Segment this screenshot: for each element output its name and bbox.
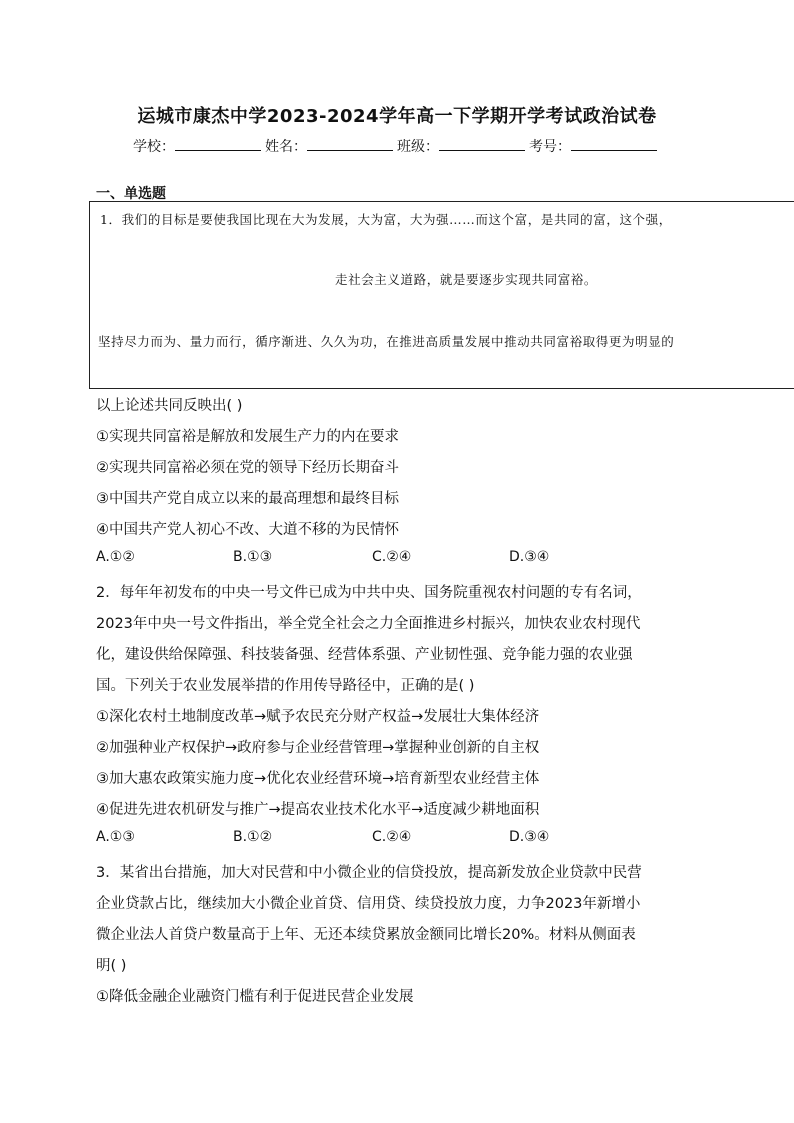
name-blank [307,136,393,151]
q2-item: ①深化农村土地制度改革→赋予农民充分财产权益→发展壮大集体经济 [96,709,540,725]
school-label: 学校： [133,139,175,155]
q3-item: ①降低金融企业融资门槛有利于促进民营企业发展 [96,989,414,1005]
q3-stem-line: 明( ) [96,958,127,974]
id-label: 考号： [529,139,571,155]
option-c[interactable]: C.②④ [372,829,412,845]
q2-stem-line: 化，建设供给保障强、科技装备强、经营体系强、产业韧性强、竞争能力强的农业强 [96,647,633,663]
q1-quote-box [89,201,794,389]
q1-quote-line: 1．我们的目标是要使我国比现在大为发展，大为富，大为强……而这个富，是共同的富，这个强， [100,212,672,227]
q1-quote-line: 坚持尽力而为、量力而行，循序渐进、久久为功，在推进高质量发展中推动共同富裕取得更为明显的 [98,334,675,349]
option-a[interactable]: A.①② [96,549,135,565]
school-blank [175,136,261,151]
q2-stem-line: 2．每年年初发布的中央一号文件已成为中共中央、国务院重视农村问题的专有名词， [96,585,642,601]
q3-stem-line: 企业贷款占比，继续加大小微企业首贷、信用贷、续贷投放力度，力争2023年新增小 [96,896,641,912]
option-a[interactable]: A.①③ [96,829,135,845]
class-blank [439,136,525,151]
option-d[interactable]: D.③④ [509,549,550,565]
q2-item: ③加大惠农政策实施力度→优化农业经营环境→培育新型农业经营主体 [96,771,540,787]
q1-item: ②实现共同富裕必须在党的领导下经历长期奋斗 [96,460,399,476]
option-d[interactable]: D.③④ [509,829,550,845]
q1-item: ①实现共同富裕是解放和发展生产力的内在要求 [96,429,399,445]
q1-item: ④中国共产党人初心不改、大道不移的为民情怀 [96,522,399,538]
q2-stem-line: 国。下列关于农业发展举措的作用传导路径中，正确的是( ) [96,678,475,694]
q2-stem-line: 2023年中央一号文件指出，举全党全社会之力全面推进乡村振兴，加快农业农村现代 [96,616,641,632]
q1-stem: 以上论述共同反映出( ) [96,398,243,414]
q1-item: ③中国共产党自成立以来的最高理想和最终目标 [96,491,399,507]
option-b[interactable]: B.①② [233,829,273,845]
q2-item: ②加强种业产权保护→政府参与企业经营管理→掌握种业创新的自主权 [96,740,540,756]
section-title: 一、单选题 [96,186,166,202]
id-blank [571,136,657,151]
class-label: 班级： [397,139,439,155]
name-label: 姓名： [265,139,307,155]
student-info-row [0,136,794,156]
exam-title: 运城市康杰中学2023-2024学年高一下学期开学考试政治试卷 [137,106,657,127]
option-b[interactable]: B.①③ [233,549,273,565]
q2-item: ④促进先进农机研发与推广→提高农业技术化水平→适度减少耕地面积 [96,802,540,818]
q3-stem-line: 微企业法人首贷户数量高于上年、无还本续贷累放金额同比增长20%。材料从侧面表 [96,927,636,943]
q3-stem-line: 3．某省出台措施，加大对民营和中小微企业的信贷投放，提高新发放企业贷款中民营 [96,865,642,881]
option-c[interactable]: C.②④ [372,549,412,565]
q1-quote-line: 走社会主义道路，就是要逐步实现共同富裕。 [335,272,598,287]
